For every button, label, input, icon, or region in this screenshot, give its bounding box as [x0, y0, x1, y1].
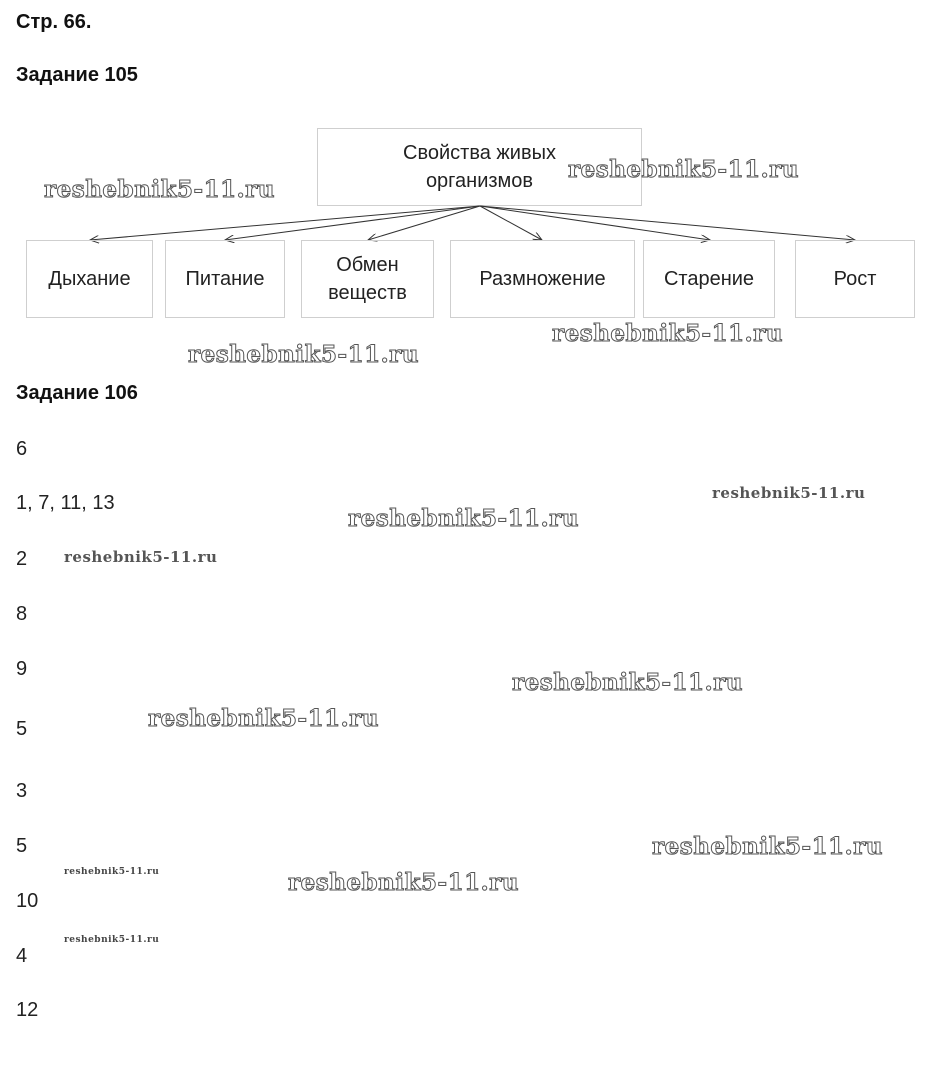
arrow-to-leaf-5 — [480, 206, 855, 240]
diagram-leaf-node — [450, 240, 635, 318]
diagram-leaf-node — [26, 240, 153, 318]
watermark: reshebnik5-11.ru — [188, 341, 419, 368]
task-105-heading: Задание 105 — [16, 64, 138, 86]
answer-item: 3 — [16, 780, 28, 802]
leaf-line-1: Размножение — [479, 268, 606, 290]
watermark: reshebnik5-11.ru — [552, 320, 783, 347]
leaf-line-1: Старение — [663, 268, 755, 290]
watermark: reshebnik5-11.ru — [44, 176, 275, 203]
answer-item: 2 — [16, 548, 28, 570]
arrow-to-leaf-1 — [225, 206, 480, 240]
watermark: reshebnik5-11.ru — [148, 705, 379, 732]
answer-item: 4 — [16, 945, 28, 967]
diagram-leaf-node — [165, 240, 285, 318]
leaf-line-2: веществ — [328, 282, 407, 304]
leaf-line-1: Обмен — [336, 254, 399, 276]
watermark: reshebnik5-11.ru — [64, 867, 160, 877]
arrow-to-leaf-4 — [480, 206, 710, 240]
answer-item: 6 — [16, 438, 28, 460]
watermark: reshebnik5-11.ru — [348, 505, 579, 532]
watermark: reshebnik5-11.ru — [64, 935, 160, 945]
task-106-heading: Задание 106 — [16, 382, 138, 404]
root-node-line-1: Свойства живых — [403, 142, 556, 164]
leaf-line-1: Питание — [185, 268, 265, 290]
watermark: reshebnik5-11.ru — [712, 484, 866, 502]
answer-item: 12 — [16, 999, 39, 1021]
diagram-leaf-node — [795, 240, 915, 318]
leaf-line-1: Дыхание — [48, 268, 131, 290]
answer-item: 5 — [16, 718, 28, 740]
watermark: reshebnik5-11.ru — [64, 548, 218, 566]
watermark: reshebnik5-11.ru — [652, 833, 883, 860]
diagram-leaf-node — [301, 240, 434, 318]
arrow-to-leaf-0 — [90, 206, 480, 240]
answer-item: 10 — [16, 890, 39, 912]
diagram-leaf-node — [643, 240, 775, 318]
page-title: Стр. 66. — [16, 11, 92, 33]
answer-item: 8 — [16, 603, 28, 625]
leaf-line-1: Рост — [833, 268, 877, 290]
answer-item: 1, 7, 11, 13 — [16, 492, 115, 514]
watermark: reshebnik5-11.ru — [512, 669, 743, 696]
watermark: reshebnik5-11.ru — [568, 156, 799, 183]
root-node-line-2: организмов — [425, 170, 534, 192]
answer-item: 5 — [16, 835, 28, 857]
watermark: reshebnik5-11.ru — [288, 869, 519, 896]
answer-item: 9 — [16, 658, 28, 680]
